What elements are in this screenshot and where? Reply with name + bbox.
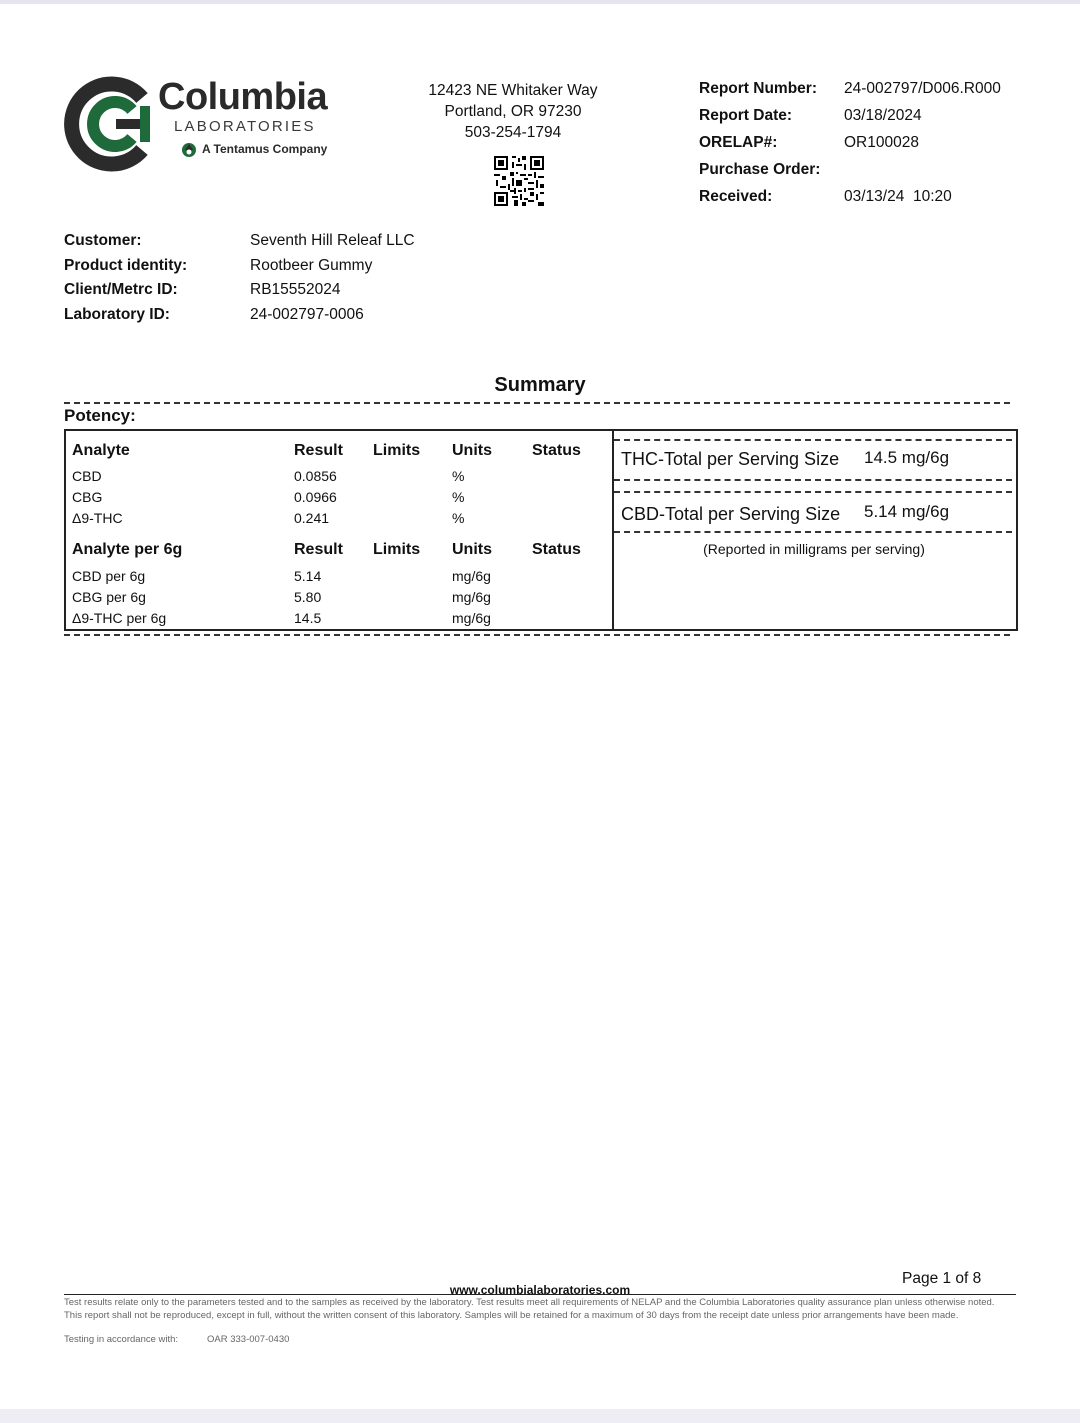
table1-row3-units: % [452, 510, 465, 526]
thc-serving-value: 14.5 mg/6g [864, 448, 950, 467]
table2-row1-result: 5.14 [294, 568, 322, 584]
client-id-label: Client/Metrc ID: [64, 281, 178, 298]
product-identity-label: Product identity: [64, 256, 188, 274]
table1-header-status: Status [532, 442, 581, 459]
summary-title: Summary [494, 374, 586, 396]
lab-address [413, 80, 613, 143]
customer-info [64, 232, 564, 330]
report-number-row [699, 80, 1039, 107]
box-divider [612, 431, 614, 629]
customer-label: Customer: [64, 232, 142, 249]
page-number: Page 1 of 8 [902, 1270, 982, 1287]
table2-row2-units: mg/6g [452, 589, 491, 605]
bottom-border [0, 1409, 1080, 1423]
received-value: 03/13/24 10:20 [844, 188, 952, 205]
tagline-text: A Tentamus Company [202, 142, 328, 156]
potency-label: Potency: [64, 406, 136, 425]
dashed-divider-top [64, 402, 1010, 404]
website-link[interactable]: www.columbialaboratories.com [449, 1283, 631, 1297]
table1-header-limits: Limits [373, 442, 421, 459]
testing-accordance [64, 1334, 290, 1345]
table2-header-result: Result [294, 541, 343, 558]
report-number-value: 24-002797/D006.R000 [844, 80, 1001, 97]
table1-row2-result: 0.0966 [294, 489, 337, 505]
company-logo [64, 76, 354, 172]
client-id-row [64, 281, 564, 306]
table2-header-status: Status [532, 541, 581, 558]
cbd-serving-label: CBD-Total per Serving Size [621, 504, 841, 524]
table2-row1-analyte: CBD per 6g [72, 568, 146, 584]
table2-row2-result: 5.80 [294, 589, 322, 605]
address-street: 12423 NE Whitaker Way [428, 82, 598, 99]
address-phone: 503-254-1794 [464, 124, 562, 141]
serving-dash-4 [614, 531, 1012, 533]
table2-row1-units: mg/6g [452, 568, 491, 584]
report-date-value: 03/18/2024 [844, 107, 922, 124]
table1-row3-analyte: Δ9-THC [72, 510, 123, 526]
table1-row1-result: 0.0856 [294, 468, 337, 484]
table1-row1-units: % [452, 468, 465, 484]
serving-note: (Reported in milligrams per serving) [703, 541, 925, 557]
table1-row1-analyte: CBD [72, 468, 102, 484]
table1-row2-units: % [452, 489, 465, 505]
client-id-value: RB15552024 [250, 281, 341, 298]
table2-header-limits: Limits [373, 541, 421, 558]
customer-value: Seventh Hill Releaf LLC [250, 232, 415, 249]
report-date-label: Report Date: [699, 107, 793, 124]
dashed-divider-bottom [64, 634, 1010, 636]
potency-box [64, 429, 1018, 631]
accordance-value: OAR 333-007-0430 [207, 1334, 290, 1345]
tentamus-icon [180, 140, 198, 158]
product-identity-value: Rootbeer Gummy [250, 256, 373, 274]
logo-subtitle: LABORATORIES [174, 118, 316, 135]
accordance-label: Testing in accordance with: [64, 1334, 179, 1345]
laboratory-id-value: 24-002797-0006 [250, 305, 364, 323]
serving-dash-1 [614, 439, 1012, 441]
table2-row3-result: 14.5 [294, 610, 322, 626]
laboratory-id-label: Laboratory ID: [64, 305, 170, 323]
top-border [0, 0, 1080, 4]
report-date-row [699, 107, 1039, 134]
report-number-label: Report Number: [699, 80, 817, 97]
orelap-row [699, 134, 1039, 161]
orelap-value: OR100028 [844, 134, 919, 151]
table2-row3-units: mg/6g [452, 610, 491, 626]
laboratory-id-row [64, 306, 564, 331]
disclaimer-text: Test results relate only to the parameters tested and to the samples as received by the laboratory. Test results meet all requirements of NELAP and the Columbia Laboratories quality assurance plan unless otherwise noted. This report shall not be reproduced, except in full, without the written consent of this laboratory. Samples will be retained for a maximum of 30 days from the receipt date unless prior arrangements have been made. [64, 1297, 995, 1321]
table1-header-analyte: Analyte [72, 442, 130, 459]
product-identity-row [64, 257, 564, 282]
received-label: Received: [699, 188, 773, 205]
table2-row2-analyte: CBG per 6g [72, 589, 146, 605]
qr-code-icon[interactable] [494, 156, 544, 206]
table1-header-units: Units [452, 442, 492, 459]
footer-line [64, 1294, 1016, 1295]
report-meta [699, 80, 1039, 215]
table2-row3-analyte: Δ9-THC per 6g [72, 610, 167, 626]
received-row [699, 188, 1039, 215]
table2-header-analyte: Analyte per 6g [72, 541, 183, 558]
table1-row3-result: 0.241 [294, 510, 330, 526]
serving-dash-2 [614, 479, 1012, 481]
serving-dash-3 [614, 491, 1012, 493]
table1-header-result: Result [294, 442, 343, 459]
table2-header-units: Units [452, 541, 492, 558]
address-city: Portland, OR 97230 [444, 103, 582, 120]
purchase-order-row [699, 161, 1039, 188]
logo-name: Columbia [158, 76, 328, 118]
cbd-serving-value: 5.14 mg/6g [864, 502, 950, 521]
customer-row [64, 232, 564, 257]
table1-row2-analyte: CBG [72, 489, 103, 505]
purchase-order-label: Purchase Order: [699, 161, 821, 178]
logo-tagline [180, 140, 327, 158]
thc-serving-label: THC-Total per Serving Size [621, 449, 840, 469]
orelap-label: ORELAP#: [699, 134, 778, 151]
columbia-logo-icon [64, 76, 160, 172]
